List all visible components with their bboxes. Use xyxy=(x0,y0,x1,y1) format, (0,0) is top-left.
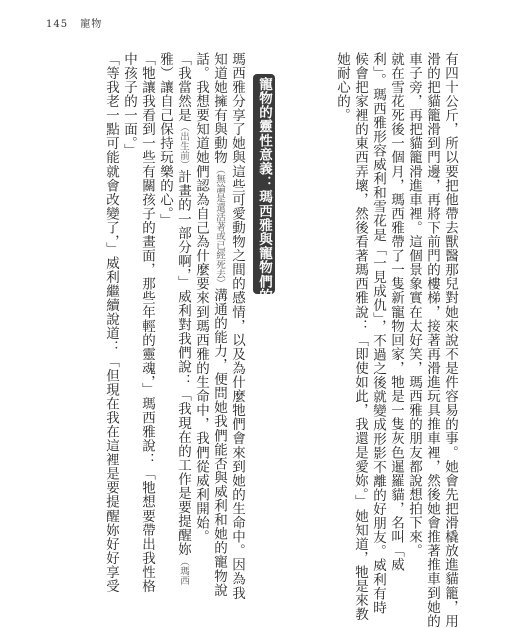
inline-note: （瑪西 xyxy=(178,556,189,585)
running-title: 寵物 xyxy=(80,19,103,30)
text-column: 車子旁，再把貓籠滑進車裡。這個景象實在太好笑，瑪西雅的朋友都說想拍下來。 xyxy=(406,52,422,558)
text-column: 她耐心的。 xyxy=(334,52,350,123)
text-column: 中孩子的一面。」 xyxy=(121,52,137,158)
section-heading: 寵物的靈性意義：瑪西雅與寵物們的對話 xyxy=(253,74,275,294)
text-column: 有四十公斤，所以要把他帶去獸醫那兒對她來說不是件容易的事。她會先把滑橇放進貓籠，用 xyxy=(442,52,458,628)
text-column: 話。我想要知道她們認為自己為什麼要來到瑪西雅的生命中，我們從威利開始。 xyxy=(193,52,209,544)
text-column: 利」。瑪西雅形容威利和雪花是「一見成仇」，不過之後就變成形影不離的好朋友。威利有時 xyxy=(370,52,386,615)
text-column: 瑪西雅分享了她與這些可愛動物之間的感情，以及為什麼牠們會來到她的生命中。因為我 xyxy=(229,52,245,600)
text-column: 知道她擁有與動物（無論是還活著或已經死去）溝通的能力，便問她我們能否與威利和她的寵物說 xyxy=(211,52,227,598)
text-column: 雅）讓自己保持玩樂的心。」 xyxy=(157,52,173,228)
running-header xyxy=(46,15,102,30)
inline-note: （無論是還活著或已經死去） xyxy=(214,164,225,288)
text-column: 「我當然是（出生前）計畫的一部分啊，」威利對我們說：「我現在的工作是要提醒妳（瑪西 xyxy=(175,52,191,585)
text-column: 滑的把貓籠滑到門邊，再將下前門的樓梯，接著再滑進玩具推車裡，然後她會推著推車到她的 xyxy=(424,52,440,628)
text-column: 候會把家裡的東西弄壞，然後看著瑪西雅說：「即使如此，我還是愛妳。」她知道，牠是來教 xyxy=(352,52,368,622)
inline-note: （出生前） xyxy=(178,122,189,170)
text-column: 「等我老一點可能就會改變了，」威利繼續說道：「但現在我在這裡是要提醒妳好好享受 xyxy=(103,52,119,594)
text-column: 「牠讓我看到一些有關孩子的畫面，那些年輕的靈魂，」瑪西雅說：「牠想要帶出我性格 xyxy=(139,52,155,594)
page-number: 145 xyxy=(46,19,69,30)
text-column: 就在雪花死後一個月，瑪西雅帶了一隻新寵物回家，牠是一隻灰色暹羅貓，名叫「威 xyxy=(388,52,404,572)
